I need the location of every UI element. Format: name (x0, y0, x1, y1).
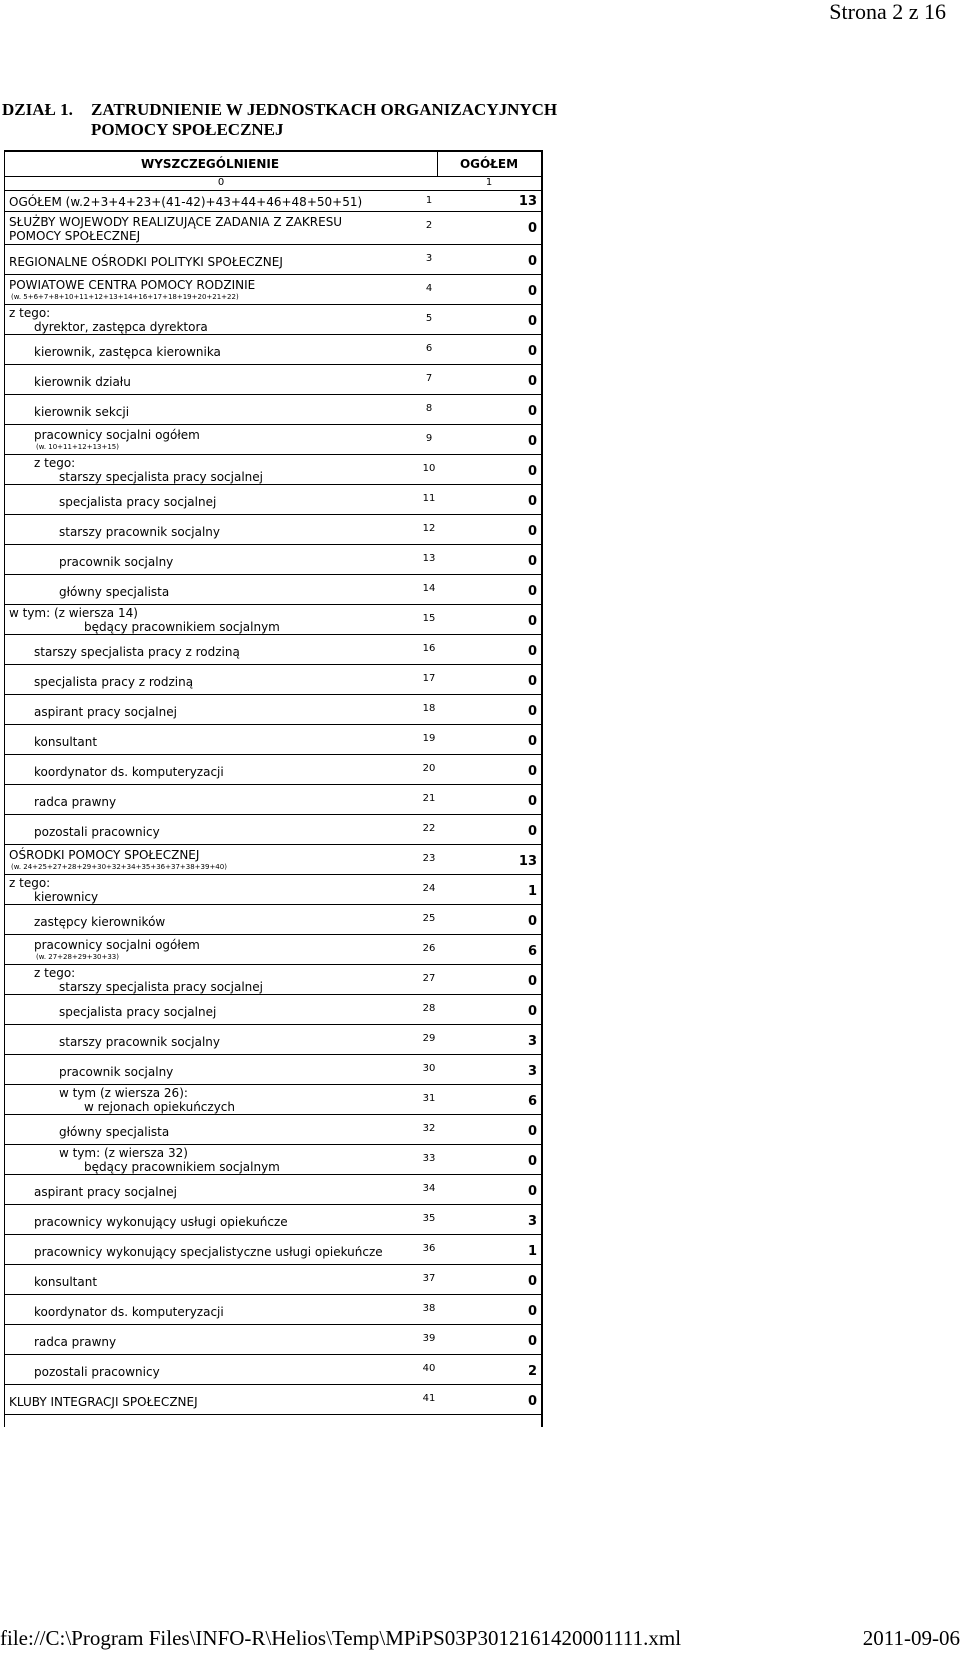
row-description (5, 725, 411, 754)
row-label: pozostali pracownicy (34, 825, 160, 839)
row-formula: (w. 27+28+29+30+33) (36, 953, 119, 961)
row-value: 13 (518, 194, 537, 209)
row-value: 0 (527, 1004, 537, 1019)
row-label: kierownik działu (34, 375, 131, 389)
row-number: 27 (422, 973, 436, 984)
row-description (5, 575, 411, 604)
table-row (5, 965, 541, 995)
row-description (5, 1235, 411, 1264)
row-label: zastępcy kierowników (34, 915, 166, 929)
row-description (5, 635, 411, 664)
table-row (5, 875, 541, 905)
row-description (5, 815, 411, 844)
row-value: 0 (527, 494, 537, 509)
table-row (5, 1205, 541, 1235)
row-number: 12 (422, 523, 436, 534)
row-number: 2 (425, 220, 433, 231)
row-label: specjalista pracy socjalnej (59, 495, 217, 509)
row-value: 0 (527, 284, 537, 299)
table-row (5, 365, 541, 395)
table-row (5, 905, 541, 935)
row-description (5, 455, 411, 484)
row-description (5, 755, 411, 784)
row-value: 3 (527, 1034, 537, 1049)
row-value: 3 (527, 1214, 537, 1229)
row-number: 41 (422, 1393, 436, 1404)
row-description (5, 1295, 411, 1324)
row-description (5, 935, 411, 964)
row-label: główny specjalista (59, 585, 170, 599)
table-row (5, 1145, 541, 1175)
row-label: kierownik, zastępca kierownika (34, 345, 221, 359)
row-label: kierownik sekcji (34, 405, 130, 419)
row-value: 2 (527, 1364, 537, 1379)
footer-file-path: file://C:\Program Files\INFO-R\Helios\Temp\MPiPS03P3012161420001111.xml (0, 1626, 682, 1650)
row-value: 0 (527, 221, 537, 236)
row-description (5, 1265, 411, 1294)
row-number: 16 (422, 643, 436, 654)
table-row (5, 485, 541, 515)
row-description (5, 275, 411, 304)
row-description (5, 875, 411, 904)
row-number: 31 (422, 1093, 436, 1104)
row-label: specjalista pracy z rodziną (34, 675, 194, 689)
table-body (5, 191, 541, 1427)
row-formula: (w. 24+25+27+28+29+30+32+34+35+36+37+38+39+40) (11, 863, 227, 871)
footer-date: 2011-09-06 (862, 1626, 960, 1650)
row-number: 9 (425, 433, 433, 444)
row-label: REGIONALNE OŚRODKI POLITYKI SPOŁECZNEJ (9, 255, 283, 269)
row-label: pracownik socjalny (59, 1065, 174, 1079)
row-description (5, 485, 411, 514)
table-row (5, 395, 541, 425)
row-number: 33 (422, 1153, 436, 1164)
row-label: koordynator ds. komputeryzacji (34, 1305, 224, 1319)
row-description (5, 605, 411, 634)
table-row (5, 785, 541, 815)
row-value: 0 (527, 464, 537, 479)
row-label: w rejonach opiekuńczych (84, 1100, 236, 1114)
row-number: 15 (422, 613, 436, 624)
row-prefix: z tego: (34, 966, 76, 980)
table-row (5, 1325, 541, 1355)
row-prefix: w tym: (z wiersza 32) (59, 1146, 188, 1160)
row-description (5, 1145, 411, 1174)
row-value: 0 (527, 374, 537, 389)
table-row (5, 755, 541, 785)
row-label: konsultant (34, 1275, 98, 1289)
row-value: 0 (527, 1154, 537, 1169)
row-number: 34 (422, 1183, 436, 1194)
row-value: 13 (518, 854, 537, 869)
row-description (5, 785, 411, 814)
row-number: 10 (422, 463, 436, 474)
table-row (5, 935, 541, 965)
row-label: POWIATOWE CENTRA POMOCY RODZINIE (9, 278, 256, 292)
row-number: 21 (422, 793, 436, 804)
row-number: 23 (422, 853, 436, 864)
table-row (5, 275, 541, 305)
row-value: 0 (527, 674, 537, 689)
row-number: 1 (425, 195, 433, 206)
row-label: KLUBY INTEGRACJI SPOŁECZNEJ (9, 1395, 198, 1409)
row-number: 14 (422, 583, 436, 594)
row-label: radca prawny (34, 1335, 117, 1349)
row-value: 0 (527, 524, 537, 539)
row-label: koordynator ds. komputeryzacji (34, 765, 224, 779)
row-value: 3 (527, 1064, 537, 1079)
page-footer (0, 1626, 960, 1652)
row-value: 6 (527, 944, 537, 959)
row-value: 0 (527, 914, 537, 929)
row-description (5, 1025, 411, 1054)
table-row (5, 815, 541, 845)
row-number: 28 (422, 1003, 436, 1014)
row-value: 0 (527, 1394, 537, 1409)
row-description (5, 905, 411, 934)
row-label: kierownicy (34, 890, 99, 904)
table-row (5, 725, 541, 755)
row-label: specjalista pracy socjalnej (59, 1005, 217, 1019)
row-description (5, 365, 411, 394)
table-row (5, 1235, 541, 1265)
column-index-description: 0 (217, 177, 225, 188)
row-description (5, 1085, 411, 1114)
table-row (5, 575, 541, 605)
table-row (5, 635, 541, 665)
table-row (5, 545, 541, 575)
section-number: DZIAŁ 1. (2, 100, 73, 119)
table-row (5, 1385, 541, 1415)
row-description (5, 425, 411, 454)
table-row (5, 1025, 541, 1055)
table-row (5, 245, 541, 275)
row-formula: (w. 10+11+12+13+15) (36, 443, 119, 451)
row-label: starszy specjalista pracy socjalnej (59, 980, 263, 994)
row-description (5, 245, 411, 274)
row-description (5, 1175, 411, 1204)
row-label: pracownicy wykonujący specjalistyczne usługi opiekuńcze (34, 1245, 383, 1259)
row-number: 22 (422, 823, 436, 834)
row-description (5, 995, 411, 1024)
row-value: 6 (527, 1094, 537, 1109)
row-value: 1 (527, 1244, 537, 1259)
row-number: 30 (422, 1063, 436, 1074)
row-number: 26 (422, 943, 436, 954)
row-number: 38 (422, 1303, 436, 1314)
row-formula: (w. 5+6+7+8+10+11+12+13+14+16+17+18+19+20+21+22) (11, 293, 239, 301)
row-number: 19 (422, 733, 436, 744)
table-row (5, 1265, 541, 1295)
row-label: aspirant pracy socjalnej (34, 705, 177, 719)
row-description (5, 1355, 411, 1384)
page-number: Strona 2 z 16 (829, 0, 946, 24)
row-description (5, 212, 411, 244)
table-row (5, 605, 541, 635)
column-header-description: WYSZCZEGÓLNIENIE (140, 157, 280, 171)
table-row (5, 305, 541, 335)
table-row (5, 845, 541, 875)
row-number: 37 (422, 1273, 436, 1284)
row-value: 0 (527, 824, 537, 839)
employment-table (4, 150, 543, 1427)
row-label: pozostali pracownicy (34, 1365, 160, 1379)
row-prefix: z tego: (9, 306, 51, 320)
row-label: radca prawny (34, 795, 117, 809)
row-label: OGÓŁEM (w.2+3+4+23+(41-42)+43+44+46+48+50+51) (9, 195, 363, 209)
table-header (5, 150, 541, 177)
row-label: starszy specjalista pracy z rodziną (34, 645, 240, 659)
row-value: 0 (527, 764, 537, 779)
row-value: 0 (527, 734, 537, 749)
row-value: 0 (527, 344, 537, 359)
row-prefix: w tym: (z wiersza 14) (9, 606, 138, 620)
row-number: 40 (422, 1363, 436, 1374)
row-value: 0 (527, 704, 537, 719)
row-number: 17 (422, 673, 436, 684)
row-label: będący pracownikiem socjalnym (84, 1160, 280, 1174)
column-header-total: OGÓŁEM (459, 157, 519, 171)
row-label: konsultant (34, 735, 98, 749)
row-description (5, 335, 411, 364)
table-row (5, 665, 541, 695)
row-value: 0 (527, 314, 537, 329)
row-label: pracownicy socjalni ogółem (34, 938, 200, 952)
row-label: dyrektor, zastępca dyrektora (34, 320, 208, 334)
table-row (5, 695, 541, 725)
row-value: 1 (527, 884, 537, 899)
table-row (5, 1055, 541, 1085)
row-number: 8 (425, 403, 433, 414)
table-row (5, 455, 541, 485)
row-label: starszy pracownik socjalny (59, 1035, 220, 1049)
table-row (5, 515, 541, 545)
row-label: aspirant pracy socjalnej (34, 1185, 177, 1199)
row-description (5, 695, 411, 724)
row-label: starszy pracownik socjalny (59, 525, 220, 539)
row-value: 0 (527, 1304, 537, 1319)
row-number: 13 (422, 553, 436, 564)
table-row (5, 1115, 541, 1145)
row-description (5, 395, 411, 424)
row-number: 32 (422, 1123, 436, 1134)
row-label: główny specjalista (59, 1125, 170, 1139)
row-label: starszy specjalista pracy socjalnej (59, 470, 263, 484)
row-value: 0 (527, 1184, 537, 1199)
table-row (5, 425, 541, 455)
row-number: 4 (425, 283, 433, 294)
table-row (5, 1355, 541, 1385)
row-description (5, 1325, 411, 1354)
row-prefix: z tego: (9, 876, 51, 890)
row-description (5, 845, 411, 874)
row-description (5, 191, 411, 211)
row-label: pracownik socjalny (59, 555, 174, 569)
row-number: 24 (422, 883, 436, 894)
table-row (5, 995, 541, 1025)
row-value: 0 (527, 584, 537, 599)
row-number: 25 (422, 913, 436, 924)
row-number: 3 (425, 253, 433, 264)
row-description (5, 665, 411, 694)
row-label: będący pracownikiem socjalnym (84, 620, 280, 634)
row-value: 0 (527, 554, 537, 569)
row-prefix: z tego: (34, 456, 76, 470)
row-value: 0 (527, 1274, 537, 1289)
row-number: 6 (425, 343, 433, 354)
table-row (5, 1175, 541, 1205)
row-number: 5 (425, 313, 433, 324)
row-label: pracownicy wykonujący usługi opiekuńcze (34, 1215, 288, 1229)
row-value: 0 (527, 254, 537, 269)
table-row (5, 191, 541, 212)
row-number: 7 (425, 373, 433, 384)
row-description (5, 545, 411, 574)
row-description (5, 1205, 411, 1234)
row-number: 39 (422, 1333, 436, 1344)
row-description (5, 515, 411, 544)
column-index-total: 1 (485, 177, 493, 188)
row-number: 11 (422, 493, 436, 504)
row-number: 35 (422, 1213, 436, 1224)
table-row (5, 212, 541, 245)
table-row-empty (5, 1415, 541, 1427)
row-number: 20 (422, 763, 436, 774)
row-description (5, 1055, 411, 1084)
row-value: 0 (527, 404, 537, 419)
column-index-row (5, 177, 541, 191)
row-description (5, 305, 411, 334)
row-value: 0 (527, 614, 537, 629)
row-prefix: w tym (z wiersza 26): (59, 1086, 188, 1100)
row-description (5, 965, 411, 994)
row-label: OŚRODKI POMOCY SPOŁECZNEJ (9, 848, 200, 862)
section-title: ZATRUDNIENIE W JEDNOSTKACH ORGANIZACYJNYCH POMOCY SPOŁECZNEJ (91, 100, 558, 139)
row-value: 0 (527, 1334, 537, 1349)
row-value: 0 (527, 794, 537, 809)
row-label: pracownicy socjalni ogółem (34, 428, 200, 442)
row-value: 0 (527, 974, 537, 989)
row-value: 0 (527, 434, 537, 449)
row-value: 0 (527, 644, 537, 659)
row-number: 18 (422, 703, 436, 714)
table-row (5, 1085, 541, 1115)
row-number: 29 (422, 1033, 436, 1044)
row-number: 36 (422, 1243, 436, 1254)
table-row (5, 335, 541, 365)
row-description (5, 1385, 411, 1414)
row-value: 0 (527, 1124, 537, 1139)
table-row (5, 1295, 541, 1325)
row-label: SŁUŻBY WOJEWODY REALIZUJĄCE ZADANIA Z ZAKRESU POMOCY SPOŁECZNEJ (9, 215, 343, 243)
row-description (5, 1115, 411, 1144)
